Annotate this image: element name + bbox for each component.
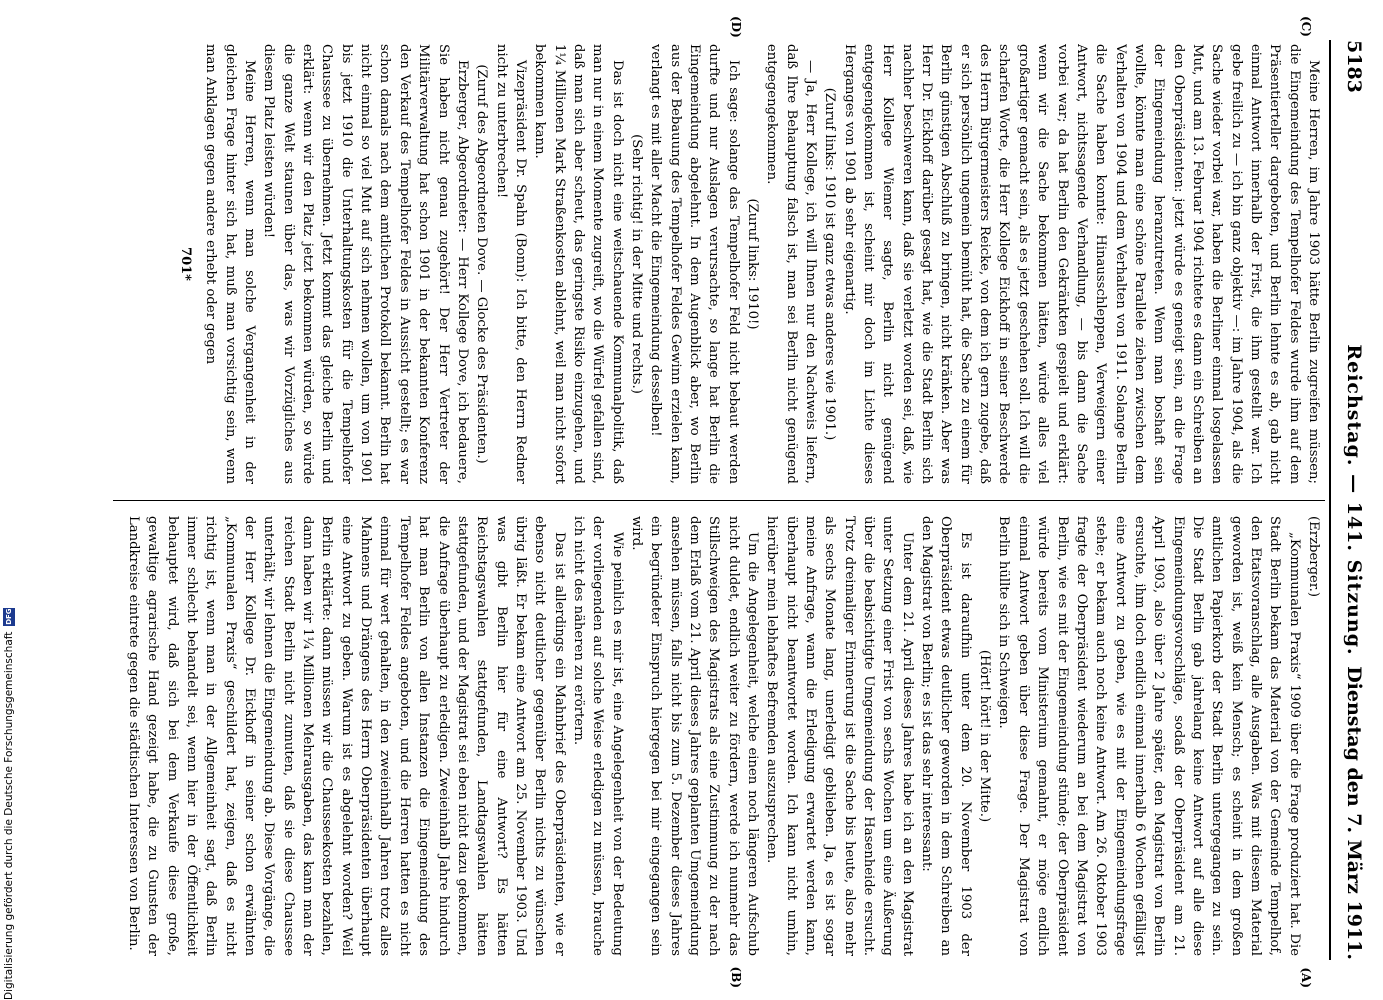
margin-mark-b: (B) xyxy=(729,966,743,988)
page-number: 5183 xyxy=(1343,40,1365,93)
margin-mark-d: (D) xyxy=(729,16,743,38)
paragraph: Vizepräsident Dr. Spahn (Bonn): Ich bitte, den Herrn Redner nicht zu unterbrechen! xyxy=(493,44,528,484)
dfg-logo-icon: DFG xyxy=(5,608,13,625)
paragraph: „Kommunalen Praxis“ 1909 über die Frage produziert hat. Die Stadt Berlin bekam das Material von der Gemeinde Tempelhof, den Etatsvoranschlag, alle Ausgaben. Was mit diesem Material geworden ist, weiß kein Mensch; es scheint in dem großen amtlichen Papierkorb der Stadt Berlin untergegangen zu sein. Die Stadt Berlin gab jahrelang keine Antwort auf alle diese Eingemeindungsvorschläge, sodaß der Oberpräsident am 21. April 1903, also über 2 Jahre später, den Magistrat von Berlin ersuchte, ihm doch endlich einmal innerhalb 6 Wochen gefälligst eine Antwort zu geben, wie es mit der Eingemeindungsfrage stehe; er bekam auch noch keine Antwort. Am 26. Oktober 1903 fragte der Oberpräsident wiederum an bei dem Magistrat von Berlin, wie es mit der Eingemeindung stünde; der Oberpräsident würde bereits vom Ministerium gemahnt, er möge endlich einmal Antwort geben über diese Frage. Der Magistrat von Berlin hüllte sich in Schweigen. xyxy=(996,516,1302,956)
interjection: (Hört! hört! in der Mitte.) xyxy=(977,649,993,823)
header-date: Dienstag den 7. März 1911. xyxy=(1343,666,1365,960)
paragraph: Es ist daraufhin unter dem 20. November 1903 der Oberpräsident etwas deutlicher geworden in dem Schreiben an den Magistrat von Berlin; es ist das sehr interessant: xyxy=(919,516,973,956)
header-session-title: Reichstag. — 141. Sitzung. xyxy=(1343,344,1365,656)
margin-mark-a: (A) xyxy=(1299,967,1313,988)
digitization-note xyxy=(3,608,15,1000)
speaker-label: (Erzberger.) xyxy=(1306,516,1321,598)
interjection: (Zuruf links: 1910 ist ganz etwas anderes wie 1901.) xyxy=(822,87,838,441)
interjection: (Sehr richtig! in der Mitte und rechts.) xyxy=(628,134,644,394)
quoted-paragraph: Um die Angelegenheit, welche einen noch längeren Aufschub nicht duldet, endlich weiter zu fördern, werde ich nunmehr das Stillschweigen des Magistrats als eine Zustimmung zu der nach dem Erlaß vom 21. April dieses Jahres geplanten Umgemeindung ansehen müssen, falls nicht bis zum 5. Dezember dieses Jahres ein begründeter Einspruch hiergegen bei mir eingegangen sein wird. xyxy=(628,516,761,956)
page-header xyxy=(1337,40,1365,960)
paragraph: Erzberger, Abgeordneter: — Herr Kollege Dove, ich bedauere, Sie haben nicht genau zugehört! Der Herr Vertreter der Militärverwaltung hat schon 1901 in der bekannten Konferenz den Verkauf des Tempelhofer Feldes in Aussicht gestellt; es war schon damals nach dem amtlichen Protokoll bekannt. Berlin hat nicht einmal so viel Mut auf sich nehmen wollen, um von 1901 bis jetzt 1910 die Unterhaltungskosten für die Tempelhofer Chaussee zu übernehmen. Jetzt kommt das gleiche Berlin und erklärt: wenn wir den Platz jetzt bekommen würden, so würde die ganze Welt staunen über das, was wir Vorzügliches aus diesem Platz leisten würden! xyxy=(261,44,470,484)
column-separator xyxy=(113,500,1325,501)
paragraph: Ich sage: solange das Tempelhofer Feld nicht bebaut werden durfte und nur Auslagen verursachte, so lange hat Berlin die Eingemeindung abgelehnt. In dem Augenblick aber, wo Berlin aus der Bebauung des Tempelhofer Feldes Gewinn erzielen kann, verlangt es mit aller Macht die Eingemeindung desselben! xyxy=(648,44,741,484)
right-column xyxy=(113,516,1323,956)
quoted-paragraph: Unter dem 21. April dieses Jahres habe ich an den Magistrat unter Setzung einer Frist von sechs Wochen um eine Äußerung über die beabsichtigte Umgemeindung der Hasenheide ersucht. Trotz dreimaliger Erinnerung ist die Sache bis heute, also mehr als sechs Monate lang, unerledigt geblieben. Ja, es ist sogar meine Anfrage, wann die Erledigung erwartet werden kann, überhaupt nicht beantwortet worden. Ich kann nicht umhin, hierüber mein lebhaftes Befremden auszusprechen. xyxy=(764,516,915,956)
digitization-text: Digitalisierung gefördert durch die Deutsche Forschungsgemeinschaft xyxy=(3,631,15,1000)
document-page xyxy=(63,0,1383,1000)
paragraph: Meine Herren, wenn man solche Vergangenheit in der gleichen Frage hinter sich hat, muß man vorsichtig sein, wenn man Anklagen gegen andere erhebt oder gegen xyxy=(203,44,258,484)
interjection: (Zuruf links: 1910!) xyxy=(745,198,761,330)
interjection: (Zuruf des Abgeordneten Dove. — Glocke des Präsidenten.) xyxy=(474,64,490,464)
left-column xyxy=(113,44,1323,484)
paragraph: Das ist doch nicht eine weitschauende Kommunalpolitik, daß man nur in einem Momente zugreift, wo die Würfel gefallen sind, daß man sich aber scheut, das geringste Risiko einzugehen, und 1¼ Millionen Mark Straßenkosten ablehnt, weil man nicht sofort bekommen kann. xyxy=(532,44,625,484)
paragraph: — Ja, Herr Kollege, ich will Ihnen nur den Nachweis liefern, daß Ihre Behauptung falsch ist, man sei Berlin nicht genügend entgegengekommen. xyxy=(764,44,819,484)
header-rule xyxy=(1329,40,1331,960)
margin-mark-c: (C) xyxy=(1299,16,1313,37)
page-footer-code: 701* xyxy=(178,247,194,281)
paragraph: Das ist allerdings ein Mahnbrief des Oberpräsidenten, wie er ebenso nicht deutlicher gegenüber Berlin nichts zu wünschen übrig läßt. Er bekam eine Antwort am 25. November 1903. Und was gibt Berlin hier für eine Antwort? Es hätten Reichstagswahlen stattgefunden, Landtagswahlen hätten stattgefunden, und der Magistrat sei eben nicht dazu gekommen, die Anfrage überhaupt zu erledigen. Zweieinhalb Jahre hindurch hat man Berlin von allen Instanzen die Eingemeindung des Tempelhofer Feldes angeboten, und die Herren hatten es nicht einmal für wert gehalten, in den zweieinhalb Jahren trotz alles Mahnens und Drängens des Herrn Oberpräsidenten überhaupt eine Antwort zu geben. Warum ist es abgelehnt worden? Weil Berlin erklärte: dann müssen wir die Chausseekosten bezahlen, dann haben wir 1¼ Millionen Mehrausgaben, das kann man der reichen Stadt Berlin nicht zumuten, daß sie diese Chaussee unterhält; wir lehnen die Eingemeindung ab. Diese Vorgänge, die der Herr Kollege Dr. Eickhoff in seiner schon erwähnten „Kommunalen Praxis“ geschildert hat, zeigen, daß es nicht richtig ist, wenn man in der Allgemeinheit sagt, daß Berlin immer schlecht behandelt sei, wenn hier in der Öffentlichkeit behauptet wird, daß sich bei dem Verkaufe diese große, gewaltige agrarische Hand gezeigt habe, die zu Gunsten der Landkreise eintrete gegen die städtischen Interessen von Berlin. xyxy=(126,516,567,956)
paragraph: Meine Herren, im Jahre 1903 hätte Berlin zugreifen müssen; die Eingemeindung des Tempelhofer Feldes wurde ihm auf dem Präsentierteller dargeboten, und Berlin lehnte es ab, gab nicht einmal Antwort innerhalb der Frist, die ihm gestellt war. Ich gebe freilich zu — ich bin ganz objektiv —: im Jahre 1904, als die Sache wieder vorbei war, haben die Berliner einmal losgelassen Mut, und am 13. Februar 1904 richtete es dann ein Schreiben an den Oberpräsidenten: jetzt würde es geneigt sein, an die Frage der Eingemeindung heranzutreten. Wenn man boshaft sein wollte, könnte man eine schöne Parallele ziehen zwischen dem Verhalten von 1904 und dem Verhalten von 1911. Solange Berlin die Sache haben konnte: Hinausschleppen, Verweigern einer Antwort, nichtssagende Verhandlung, — bis dann die Sache vorbei war; da hat Berlin den Gekränkten gespielt und erklärt: wenn wir die Sache bekommen hätten, würde alles viel großartiger gemacht sein, als es jetzt geschehen soll. Ich will die scharfen Worte, die Herr Kollege Eickhoff in seiner Beschwerde des Herrn Bürgermeisters Reicke, von dem ich gern zugebe, daß er sich persönlich ungemein bemüht hat, die Sache zu einem für Berlin günstigen Abschluß zu bringen, nicht kränken. Aber was Herr Dr. Eickhoff darüber gesagt hat, wie die Stadt Berlin sich nachher beschweren kann, daß sie verletzt worden sei, daß, wie Herr Kollege Wiemer sagte, Berlin nicht genügend entgegengekommen ist, scheint mir doch im Lichte dieses Herganges von 1901 ab sehr eigenartig. xyxy=(841,44,1321,484)
quoted-paragraph: Wie peinlich es mir ist, eine Angelegenheit von der Bedeutung der vorliegenden auf solche Weise erledigen zu müssen, brauche ich nicht des näheren zu erörtern. xyxy=(570,516,625,956)
